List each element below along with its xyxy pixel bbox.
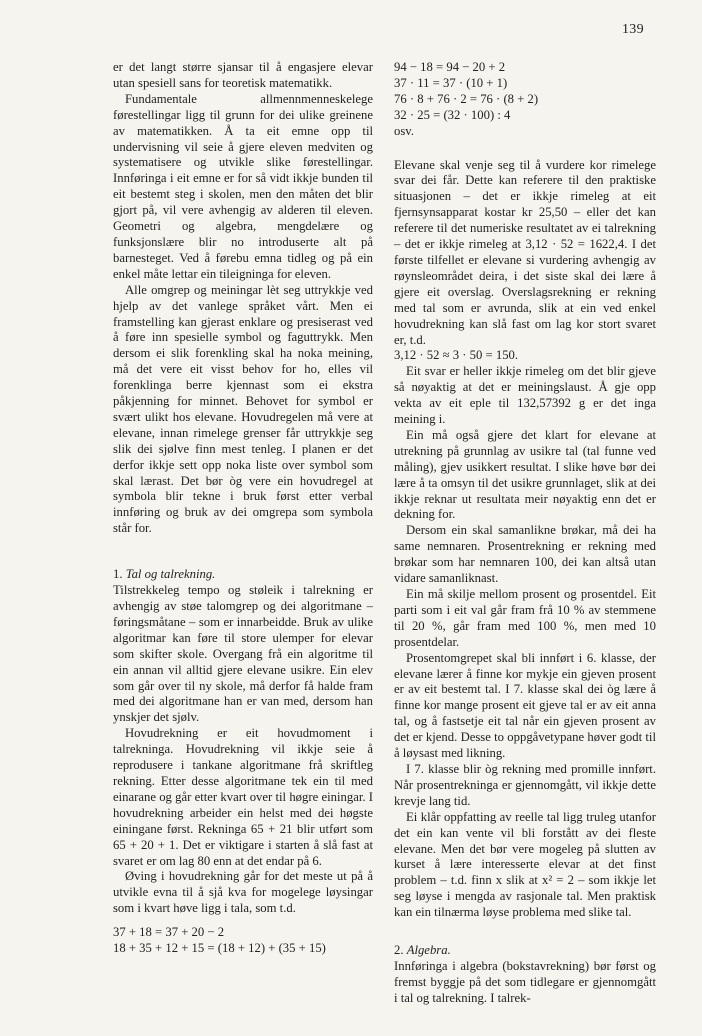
paragraph: Tilstrekkeleg tempo og støleik i talrekning er avhengig av støe talomgrep og dei algoritmane – føringsmåtane – som er innarbeidde. Bruk av ulike algoritmar kan føre til store ulemper for elevar som skifter skole. Overgang frå ein algoritme til ein annan vil alltid gjere elevane usikre. Ein elev som går over til ny skole, må derfor få halde fram med dei algoritmane han er van med, dersom han ynskjer det sjølv.: [113, 583, 373, 725]
equation: 76 · 8 + 76 · 2 = 76 · (8 + 2): [394, 91, 539, 106]
equation: 32 · 25 = (32 · 100) : 4: [394, 107, 511, 122]
section-heading-1: [113, 567, 373, 583]
equation: 18 + 35 + 12 + 15 = (18 + 12) + (35 + 15): [113, 941, 326, 956]
paragraph: er det langt større sjansar til å engasjere elevar utan spesiell sans for teoretisk matematikk.: [113, 60, 373, 90]
paragraph: Eit svar er heller ikkje rimeleg om det blir gjeve så nøyaktig at det er meiningslaust. Å gje opp vekta av eit eple til 132,57392 g er det inga meining i.: [394, 364, 656, 427]
paragraph: Innføringa i algebra (bokstavrekning) bør først og fremst byggje på det som tidlegare er gjennomgått i tal og talrekning. I talrek-: [394, 958, 656, 1005]
paragraph: I 7. klasse blir òg rekning med promille innført. Når prosentrekninga er gjennomgått, vil ikkje dette krevje lang tid.: [394, 761, 656, 808]
paragraph: Elevane skal venje seg til å vurdere kor rimelege svar dei får. Dette kan referere til den praktiske situasjonen – det er ikkje rimeleg at eit fjernsynsapparat kostar kr 25,50 – eller det kan referere til det numeriske resultatet av ei talrekning – det er ikkje rimeleg at 3,12 · 52 = 1622,4. I det første tilfellet er elevane si vurdering avhengig av røynsleområdet deira, i det siste skal dei lære å gjere eit overslag. Overslagsrekning er rekning med tal som er avrunda, slik at ein ved enkel hovudrekning kan slå fast om lag kor stort svaret er, t.d.: [394, 157, 656, 347]
section-heading-title: Algebra.: [406, 943, 451, 958]
equation: 94 − 18 = 94 − 20 + 2: [394, 60, 506, 74]
equation-osv: osv.: [394, 123, 414, 138]
section-heading-number: 1.: [113, 567, 123, 582]
equation: 37 + 18 = 37 + 20 − 2: [113, 925, 225, 940]
equation: 37 · 11 = 37 · (10 + 1): [394, 75, 508, 90]
paragraph: Fundamentale allmennmenneskelege førestellingar ligg til grunn for dei ulike greinene av matematikken. Å ta eit emne opp til undervisning vil seie å gjere eleven medviten og systematisere og utvikle slike førestellingar. Innføringa i eit emne er for så vidt ikkje bunden til eit bestemt steg i skolen, men den måten det blir gjort på, vil vere avhengig av alderen til eleven. Geometri og algebra, mengdelære og funksjonslære blir no introduserte alt på barnesteget. Ved å førebu emna tidleg og på ein enkel måte lettar ein tileigninga for eleven.: [113, 91, 373, 281]
right-column: [394, 60, 656, 1007]
paragraph: Alle omgrep og meiningar lèt seg uttrykkje ved hjelp av det vanlege språket vårt. Men ei framstelling kan gjerast enklare og presiserast ved å føre inn spesielle symbol og faguttrykk. Men dersom ei slik forenkling skal ha noka meining, må det vere eit visst behov for ho, elles vil forenklinga berre kjennast som ei ekstra påkjenning for minnet. Behovet for symbol er svært ulikt hos elevane. Hovudregelen må vere at elevane, innan rimelege grenser får uttrykkje seg slik dei sjølve finn mest tenleg. I planen er det derfor ikkje sett opp noka liste over symbol som skal lærast. Det bør òg vere ein hovudregel at symbola blir tekne i bruk først etter verbal innføring og bruk av dei omgrepa som symbola står for.: [113, 282, 373, 536]
paragraph: Ein må skilje mellom prosent og prosentdel. Eit parti som i eit val går fram frå 10 % av stemmene til 20 %, går fram med 100 %, men med 10 prosentdelar.: [394, 587, 656, 649]
section-heading-number: 2.: [394, 943, 404, 958]
paragraph: Øving i hovudrekning går for det meste ut på å utvikle evna til å sjå kva for mogelege løysingar som i kvart høve ligg i tala, som t.d.: [113, 869, 373, 916]
left-column: [113, 60, 373, 957]
equation: 3,12 · 52 ≈ 3 · 50 = 150.: [394, 348, 519, 363]
paragraph: Ein må også gjere det klart for elevane at utrekning på grunnlag av usikre tal (tal funne ved måling), gjev usikkert resultat. I slike høve bør dei lære å ta omsyn til det usikre grunnlaget, slik at dei ikkje reknar ut resultata meir nøyaktig enn det er dekning for.: [394, 427, 656, 522]
page-number: 139: [622, 22, 644, 37]
paragraph: Dersom ein skal samanlikne brøkar, må dei ha same nemnaren. Prosentrekning er rekning med brøkar som har nemnaren 100, dei kan altså utan vidare samanliknast.: [394, 523, 656, 586]
section-heading-2: [394, 943, 656, 959]
section-heading-title: Tal og talrekning.: [125, 567, 216, 582]
paragraph: Ei klår oppfatting av reelle tal ligg truleg utanfor det ein kan vente vil bli forstått av dei fleste elevane. Men det bør vere mogeleg på slutten av kurset å lære interesserte elevar at det finst problem – t.d. finn x slik at x² = 2 – som ikkje let seg løyse i mengda av rasjonale tal. Men praktisk kan ein tilnærma løyse problema med slike tal.: [394, 809, 656, 920]
paragraph: Hovudrekning er eit hovudmoment i talrekninga. Hovudrekning vil ikkje seie å reprodusere i tankane algoritmane frå skriftleg rekning. Etter desse algoritmane tek ein til med einarane og går etter kvart over til høgre einingar. I hovudrekning arbeider ein helst med dei høgste einingane først. Rekninga 65 + 21 blir utført som 65 + 20 + 1. Det er viktigare i starten å slå fast at svaret er om lag 80 enn at det endar på 6.: [113, 726, 373, 868]
paragraph: Prosentomgrepet skal bli innført i 6. klasse, der elevane lærer å finne kor mykje ein gjeven prosent er av eit bestemt tal. I 7. klasse skal dei òg lære å finne kor mange prosent eit gjeve tal er av eit anna tal, og å fastsetje eit tal når ein gjeven prosent av det er kjend. Desse to oppgåvetypane høver godt til å løysast med likning.: [394, 650, 656, 761]
